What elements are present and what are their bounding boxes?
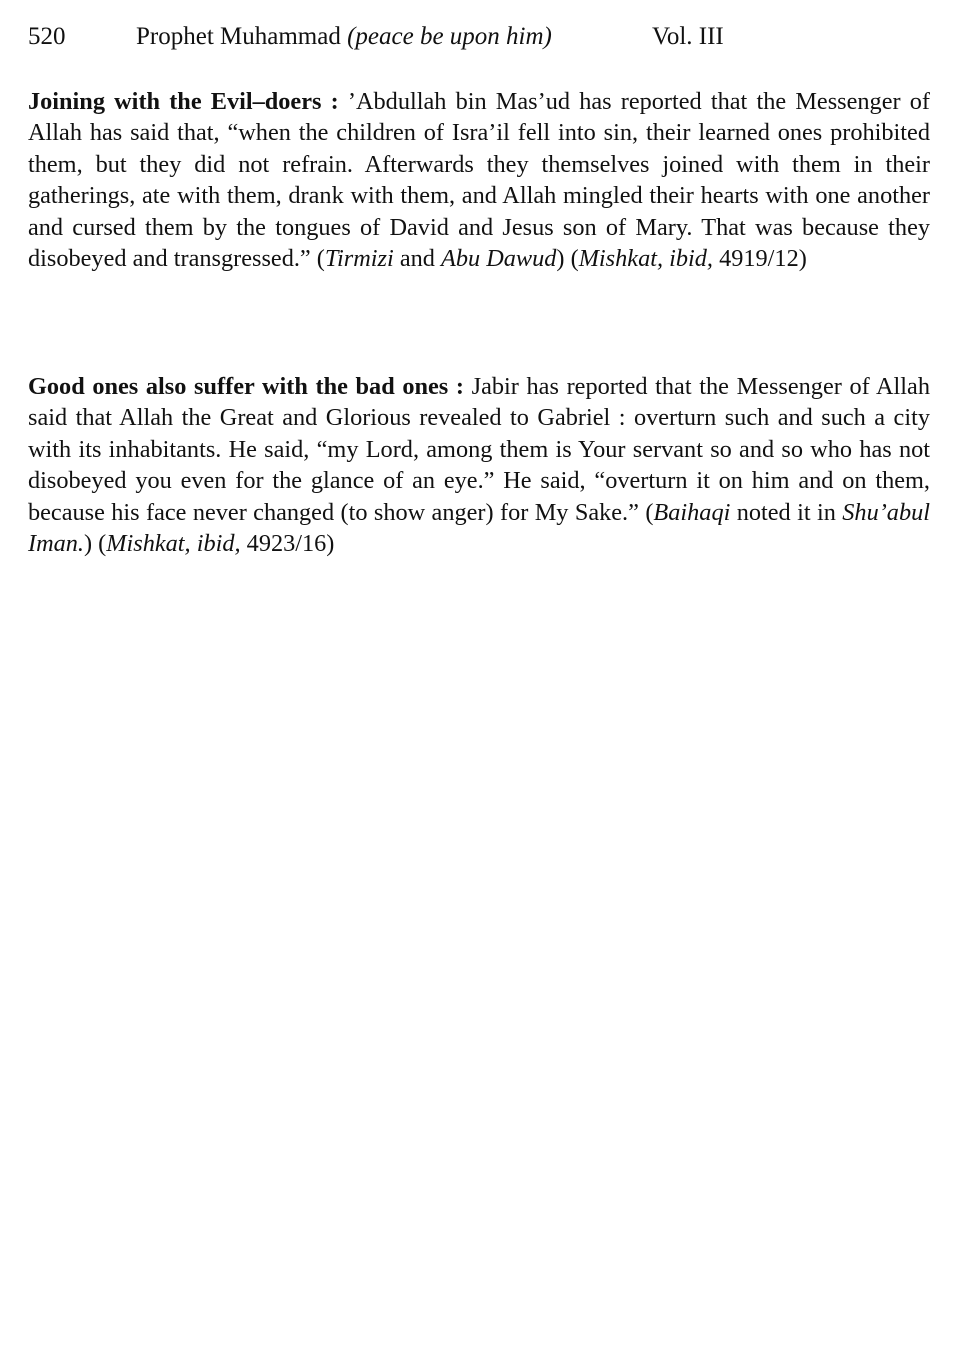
citation-open: ( — [316, 245, 325, 273]
page-number: 520 — [28, 23, 66, 50]
citation-number: 4919/12) — [713, 245, 807, 273]
citation-separator: ) ( — [84, 530, 107, 558]
citation-number: 4923/16) — [240, 530, 335, 558]
citation-collection: Mishkat, ibid, — [106, 530, 241, 558]
running-header — [28, 20, 928, 54]
hadith-paragraph-good-ones — [28, 371, 930, 559]
book-title-honorific: (peace be upon him) — [347, 23, 552, 50]
citation-connector: noted it in — [730, 498, 843, 526]
hadith-paragraph-evil-doers — [28, 86, 930, 274]
citation-source: Shu’abul Iman. — [28, 498, 930, 558]
citation-open: ( — [645, 498, 654, 526]
citation-source: Baihaqi — [653, 498, 731, 526]
citation-source: Abu Dawud — [441, 245, 557, 273]
book-title — [136, 20, 552, 54]
paragraph-body: ’Abdullah bin Mas’ud has reported that the Messenger of Allah has said that, “when the children of Isra’il fell into sin, their learned ones prohibited them, but they did not refrain. Afterwards they themselves joined with them in their gatherings, ate with them, drank with them, and Allah mingled their hearts with one another and cursed them by the tongues of David and Jesus son of Mary. That was because they disobeyed and transgressed.” — [28, 88, 930, 273]
citation-source: Tirmizi — [324, 245, 394, 273]
volume-label: Vol. III — [652, 23, 724, 50]
citation-connector: and — [393, 245, 441, 273]
citation-collection: Mishkat, ibid, — [578, 245, 713, 273]
book-title-main: Prophet Muhammad — [136, 23, 341, 50]
section-heading: Good ones also suffer with the bad ones : — [28, 373, 465, 400]
citation-separator: ) ( — [556, 245, 579, 273]
citation — [317, 245, 807, 272]
section-heading: Joining with the Evil–doers : — [28, 88, 339, 115]
paragraph-body: Jabir has reported that the Messenger of Allah said that Allah the Great and Glorious revealed to Gabriel : overturn such and such a city with its inhabitants. He said, “my Lord, among them is Your servant so and so who has not disobeyed you even for the glance of an eye.” He said, “overturn it on him and on them, because his face never changed (to show anger) for My Sake.” — [28, 373, 930, 526]
